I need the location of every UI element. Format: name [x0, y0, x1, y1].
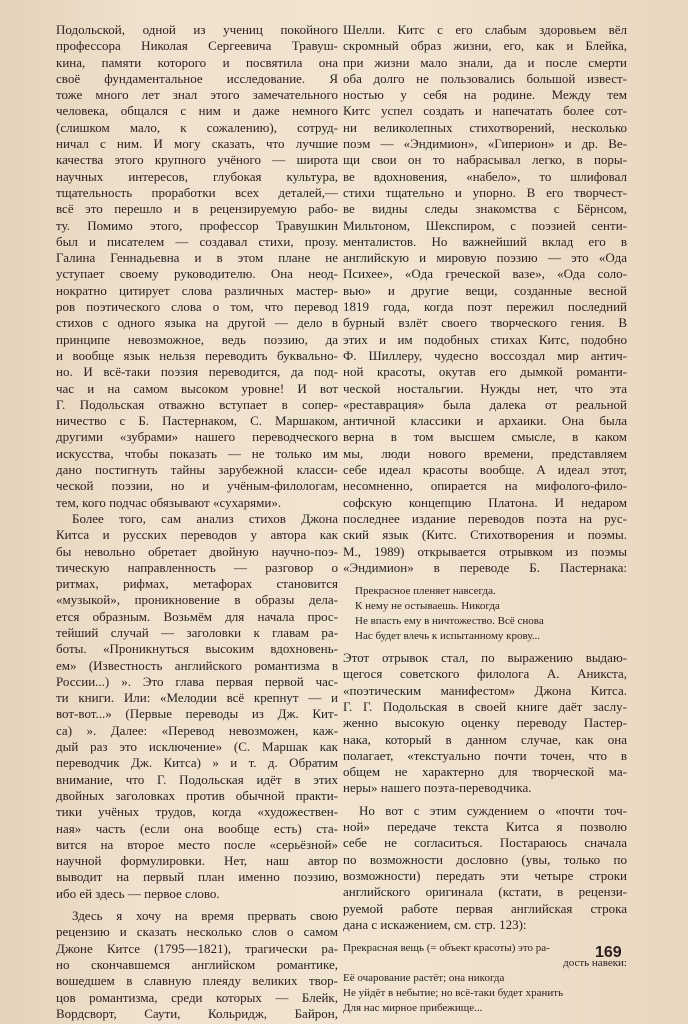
text-line: М., 1989) открывается отрывком из поэмы	[343, 543, 627, 559]
text-line: ти книги. Или: «Мелодии всё крепнут — и	[56, 690, 338, 706]
text-line: профессора Николая Сергеевича Травуш-	[56, 38, 338, 54]
verse-line: Нас будет влечь к испытанному крову...	[355, 630, 540, 643]
text-line: руемой работе первая английская строка	[343, 900, 627, 916]
text-line: ров поэтического слова о том, что перевод	[56, 299, 338, 315]
text-line: щегося советского филолога А. Аникста,	[343, 666, 627, 682]
text-line: нака, который в данном случае, как она	[343, 731, 627, 747]
verse-line: Прекрасная вещь (= объект красоты) это ра-	[343, 942, 550, 955]
text-line: выводит на первый план именно поэзию,	[56, 869, 338, 885]
text-line: «музыкой», проникновение в образы дела-	[56, 592, 338, 608]
text-line: ту. Помимо этого, профессор Травушкин	[56, 217, 338, 233]
text-line: Джоне Китсе (1795—1821), трагически ра-	[56, 940, 338, 956]
text-line: ная» часть (если она вообще есть) ста-	[56, 820, 338, 836]
text-line: (слишком мало, к сожалению), сотруд-	[56, 119, 338, 135]
text-line: возможности) передать эти четыре строки	[343, 867, 627, 883]
text-line: всё это перешло и в рецензируемую рабо-	[56, 201, 338, 217]
text-line: ностью у себя на родине. Между тем	[343, 87, 627, 103]
text-line: Шелли. Китс с его слабым здоровьем вёл	[343, 22, 627, 37]
text-line: са) ». Далее: «Перевод невозможен, каж-	[56, 722, 338, 738]
text-line: ве вдохновения, «набело», то шлифовал	[343, 168, 627, 184]
text-line: скромный образ жизни, его, как и Блейка,	[343, 38, 627, 54]
text-line: «реставрация» была далека от реальной	[343, 396, 627, 412]
text-line: стихи тщательно и упорно. В его творчест-	[343, 184, 627, 200]
text-line: России...) ». Это глава первая первой час-	[56, 673, 338, 689]
text-line: дый раз это исключение» (С. Маршак как	[56, 739, 338, 755]
text-line: тем, кого подчас обязывают «сухарями».	[56, 494, 282, 510]
text-line: тщательность проработки всех деталей,—	[56, 184, 338, 200]
text-line: и вообще язык нельзя переводить буквально-	[56, 347, 338, 363]
text-line: Галина Геннадьевна и в этом плане не	[56, 250, 338, 266]
right-column	[343, 22, 627, 1016]
text-line: час и на самом высоком уровне! И вот	[56, 380, 338, 396]
text-line: научных интересов, глубокая культура,	[56, 168, 338, 184]
verse-line: Для нас мирное прибежище...	[343, 1002, 483, 1015]
text-line: ческой поэзии, но и учёным-филологам,	[56, 478, 338, 494]
paragraph-start-line: Более того, сам анализ стихов Джона	[72, 510, 338, 526]
text-line: тики учёных трудов, когда «художествен-	[56, 804, 338, 820]
text-line: качества этого крупного учёного — широта	[56, 152, 338, 168]
text-line: 1819 года, когда поэт пережил последний	[343, 299, 627, 315]
text-line: «поэтическим манифестом» Джона Китса.	[343, 682, 627, 698]
text-line: вится на второе место после «серьёзной»	[56, 836, 338, 852]
text-line: Китс успел создать и напечатать более сот-	[343, 103, 627, 119]
left-column	[56, 22, 338, 1022]
text-line: Вордсворт, Саути, Кольридж, Байрон,	[56, 1005, 338, 1021]
text-line: мы, люди нового времени, представляем	[343, 445, 627, 461]
text-line: Ф. Шиллеру, чудесно воссоздал мир антич-	[343, 347, 627, 363]
text-line: вот-вот...» (Первые переводы из Дж. Кит-	[56, 706, 338, 722]
text-line: щи свои он то набрасывал легко, в поры-	[343, 152, 627, 168]
text-line: бы невольно обретает двойную научно-поэ-	[56, 543, 338, 559]
text-line: верна в том высшем смысле, в каком	[343, 429, 627, 445]
text-line: стихов с одного языка на другой — дело в	[56, 315, 338, 331]
text-line: вошедшем в славную плеяду великих твор-	[56, 973, 338, 989]
verse-line: Прекрасное пленяет навсегда.	[355, 585, 496, 598]
text-line: дана с искажением, см. стр. 123):	[343, 916, 527, 932]
text-line: ибо ей здесь — первое слово.	[56, 885, 220, 901]
text-line: боты. «Проникнуться высоким вдохновень-	[56, 641, 338, 657]
text-line: себе идеал красоты вообще. А идеал этот,	[343, 462, 627, 478]
text-line: общем не характерно для творческой ма-	[343, 764, 627, 780]
text-line: софскую концепцию Платона. И недаром	[343, 494, 627, 510]
text-line: ется образным. Возьмём для начала прос-	[56, 608, 338, 624]
verse-line: К нему не остываешь. Никогда	[355, 600, 500, 613]
text-line: был и писателем — создавал стихи, прозу.	[56, 233, 338, 249]
text-line: последнее издание переводов поэта на рус-	[343, 510, 627, 526]
text-line: английскую и мировую поэзию — это «Ода	[343, 250, 627, 266]
text-line: бурный взлёт своего творческого гения. В	[343, 315, 627, 331]
text-line: ве видны следы знакомства с Бёрнсом,	[343, 201, 627, 217]
text-line: себе не согласиться. Постараюсь сначала	[343, 835, 627, 851]
verse-line: дость навеки:	[563, 957, 627, 970]
text-line: нократно цитирует слова различных мастер-	[56, 282, 338, 298]
text-line: ни великолепных стихотворений, несколько	[343, 119, 627, 135]
verse-line: Её очарование растёт; она никогда	[343, 972, 505, 985]
text-line: ничество с Б. Пастернаком, С. Маршаком,	[56, 413, 338, 429]
text-line: Китса и русских переводов у автора как	[56, 527, 338, 543]
text-line: искусства, чтобы показать — не только им	[56, 445, 338, 461]
text-line: «Эндимион» в переводе Б. Пастернака:	[343, 559, 627, 575]
text-line: внимание, что Г. Подольская идёт в этих	[56, 771, 338, 787]
text-line: Г. Подольская отважно вступает в сопер-	[56, 396, 338, 412]
text-line: Этот отрывок стал, по выражению выдаю-	[343, 650, 627, 666]
text-line: женно высокую оценку переводу Пастер-	[343, 715, 627, 731]
text-line: кина, памяти которого и посвятила она	[56, 54, 338, 70]
text-line: Г. Г. Подольская в своей книге даёт заслу-	[343, 698, 627, 714]
text-line: английского оригинала (кстати, в рецензи-	[343, 884, 627, 900]
verse-line: Не уйдёт в небытие; но всё-таки будет хранить	[343, 987, 564, 1000]
text-line: принципе невозможное, ведь поэзию, да	[56, 331, 338, 347]
text-line: вью» и другие вещи, созданные весной	[343, 282, 627, 298]
paragraph-start-line: Здесь я хочу на время прервать свою	[72, 908, 338, 924]
page-number: 169	[595, 944, 622, 961]
text-line: человека, общался с ним и даже немного	[56, 103, 338, 119]
text-line: но. И всё-таки поэзия переводится, да под-	[56, 364, 338, 380]
text-line: переводчик Дж. Китса) » и т. д. Обратим	[56, 755, 338, 771]
text-line: Мильтоном, Шекспиром, с поэзией сенти-	[343, 217, 627, 233]
verse-line: Не впасть ему в ничтожество. Всё снова	[355, 615, 544, 628]
text-line: оба долго не пользовались большой извест-	[343, 70, 627, 86]
paragraph-start-line: Но вот с этим суждением о «почти точ-	[359, 802, 627, 818]
text-line: другими «зубрами» нашего переводческого	[56, 429, 338, 445]
text-line: ной красоты, окутав его дымкой романти-	[343, 364, 627, 380]
text-line: Психее», «Ода греческой вазе», «Ода соло-	[343, 266, 627, 282]
text-line: ритмах, рифмах, метафорах становится	[56, 576, 338, 592]
text-line: тоже много лет знал этого замечательного	[56, 87, 338, 103]
text-line: античной классики и архаики. Она была	[343, 413, 627, 429]
text-line: научной формулировки. Нет, наш автор	[56, 853, 338, 869]
text-line: поэм — «Эндимион», «Гиперион» и др. Ве-	[343, 136, 627, 152]
text-line: Подольской, одной из учениц покойного	[56, 22, 338, 37]
text-line: ский язык (Китс. Стихотворения и поэмы.	[343, 527, 627, 543]
text-line: по возможности дословно (увы, только по	[343, 851, 627, 867]
text-line: тическую направленность — разговор о	[56, 559, 338, 575]
text-line: рецензию и сказать несколько слов о самом	[56, 924, 338, 940]
text-line: несомненно, опирается на мифолого-фило-	[343, 478, 627, 494]
text-line: ческой ностальгии. Нужды нет, что эта	[343, 380, 627, 396]
text-line: менталистов. Но важнейший вклад его в	[343, 233, 627, 249]
text-line: своё фундаментальное исследование. Я	[56, 70, 338, 86]
text-line: ной» передаче текста Китса я позволю	[343, 819, 627, 835]
text-line: неры» нашего поэта-переводчика.	[343, 780, 532, 796]
text-line: уступает своему руководителю. Она неод-	[56, 266, 338, 282]
text-line: ем» (Известность английского романтизма в	[56, 657, 338, 673]
text-line: дано постигнуть тайны зарубежной класси-	[56, 462, 338, 478]
text-line: ничал с ним. И могу сказать, что лучшие	[56, 136, 338, 152]
text-line: тейший случай — заголовки к главам ра-	[56, 624, 338, 640]
text-line: этих и им подобных стихах Китс, подобно	[343, 331, 627, 347]
text-line: при жизни мало знали, да и после смерти	[343, 54, 627, 70]
text-line: полагает, «текстуально почти точен, что в	[343, 747, 627, 763]
text-line: двойных заголовках против обычной практи-	[56, 787, 338, 803]
text-line: но скончавшемся английском романтике,	[56, 956, 338, 972]
text-line: цов романтизма, среди которых — Блейк,	[56, 989, 338, 1005]
